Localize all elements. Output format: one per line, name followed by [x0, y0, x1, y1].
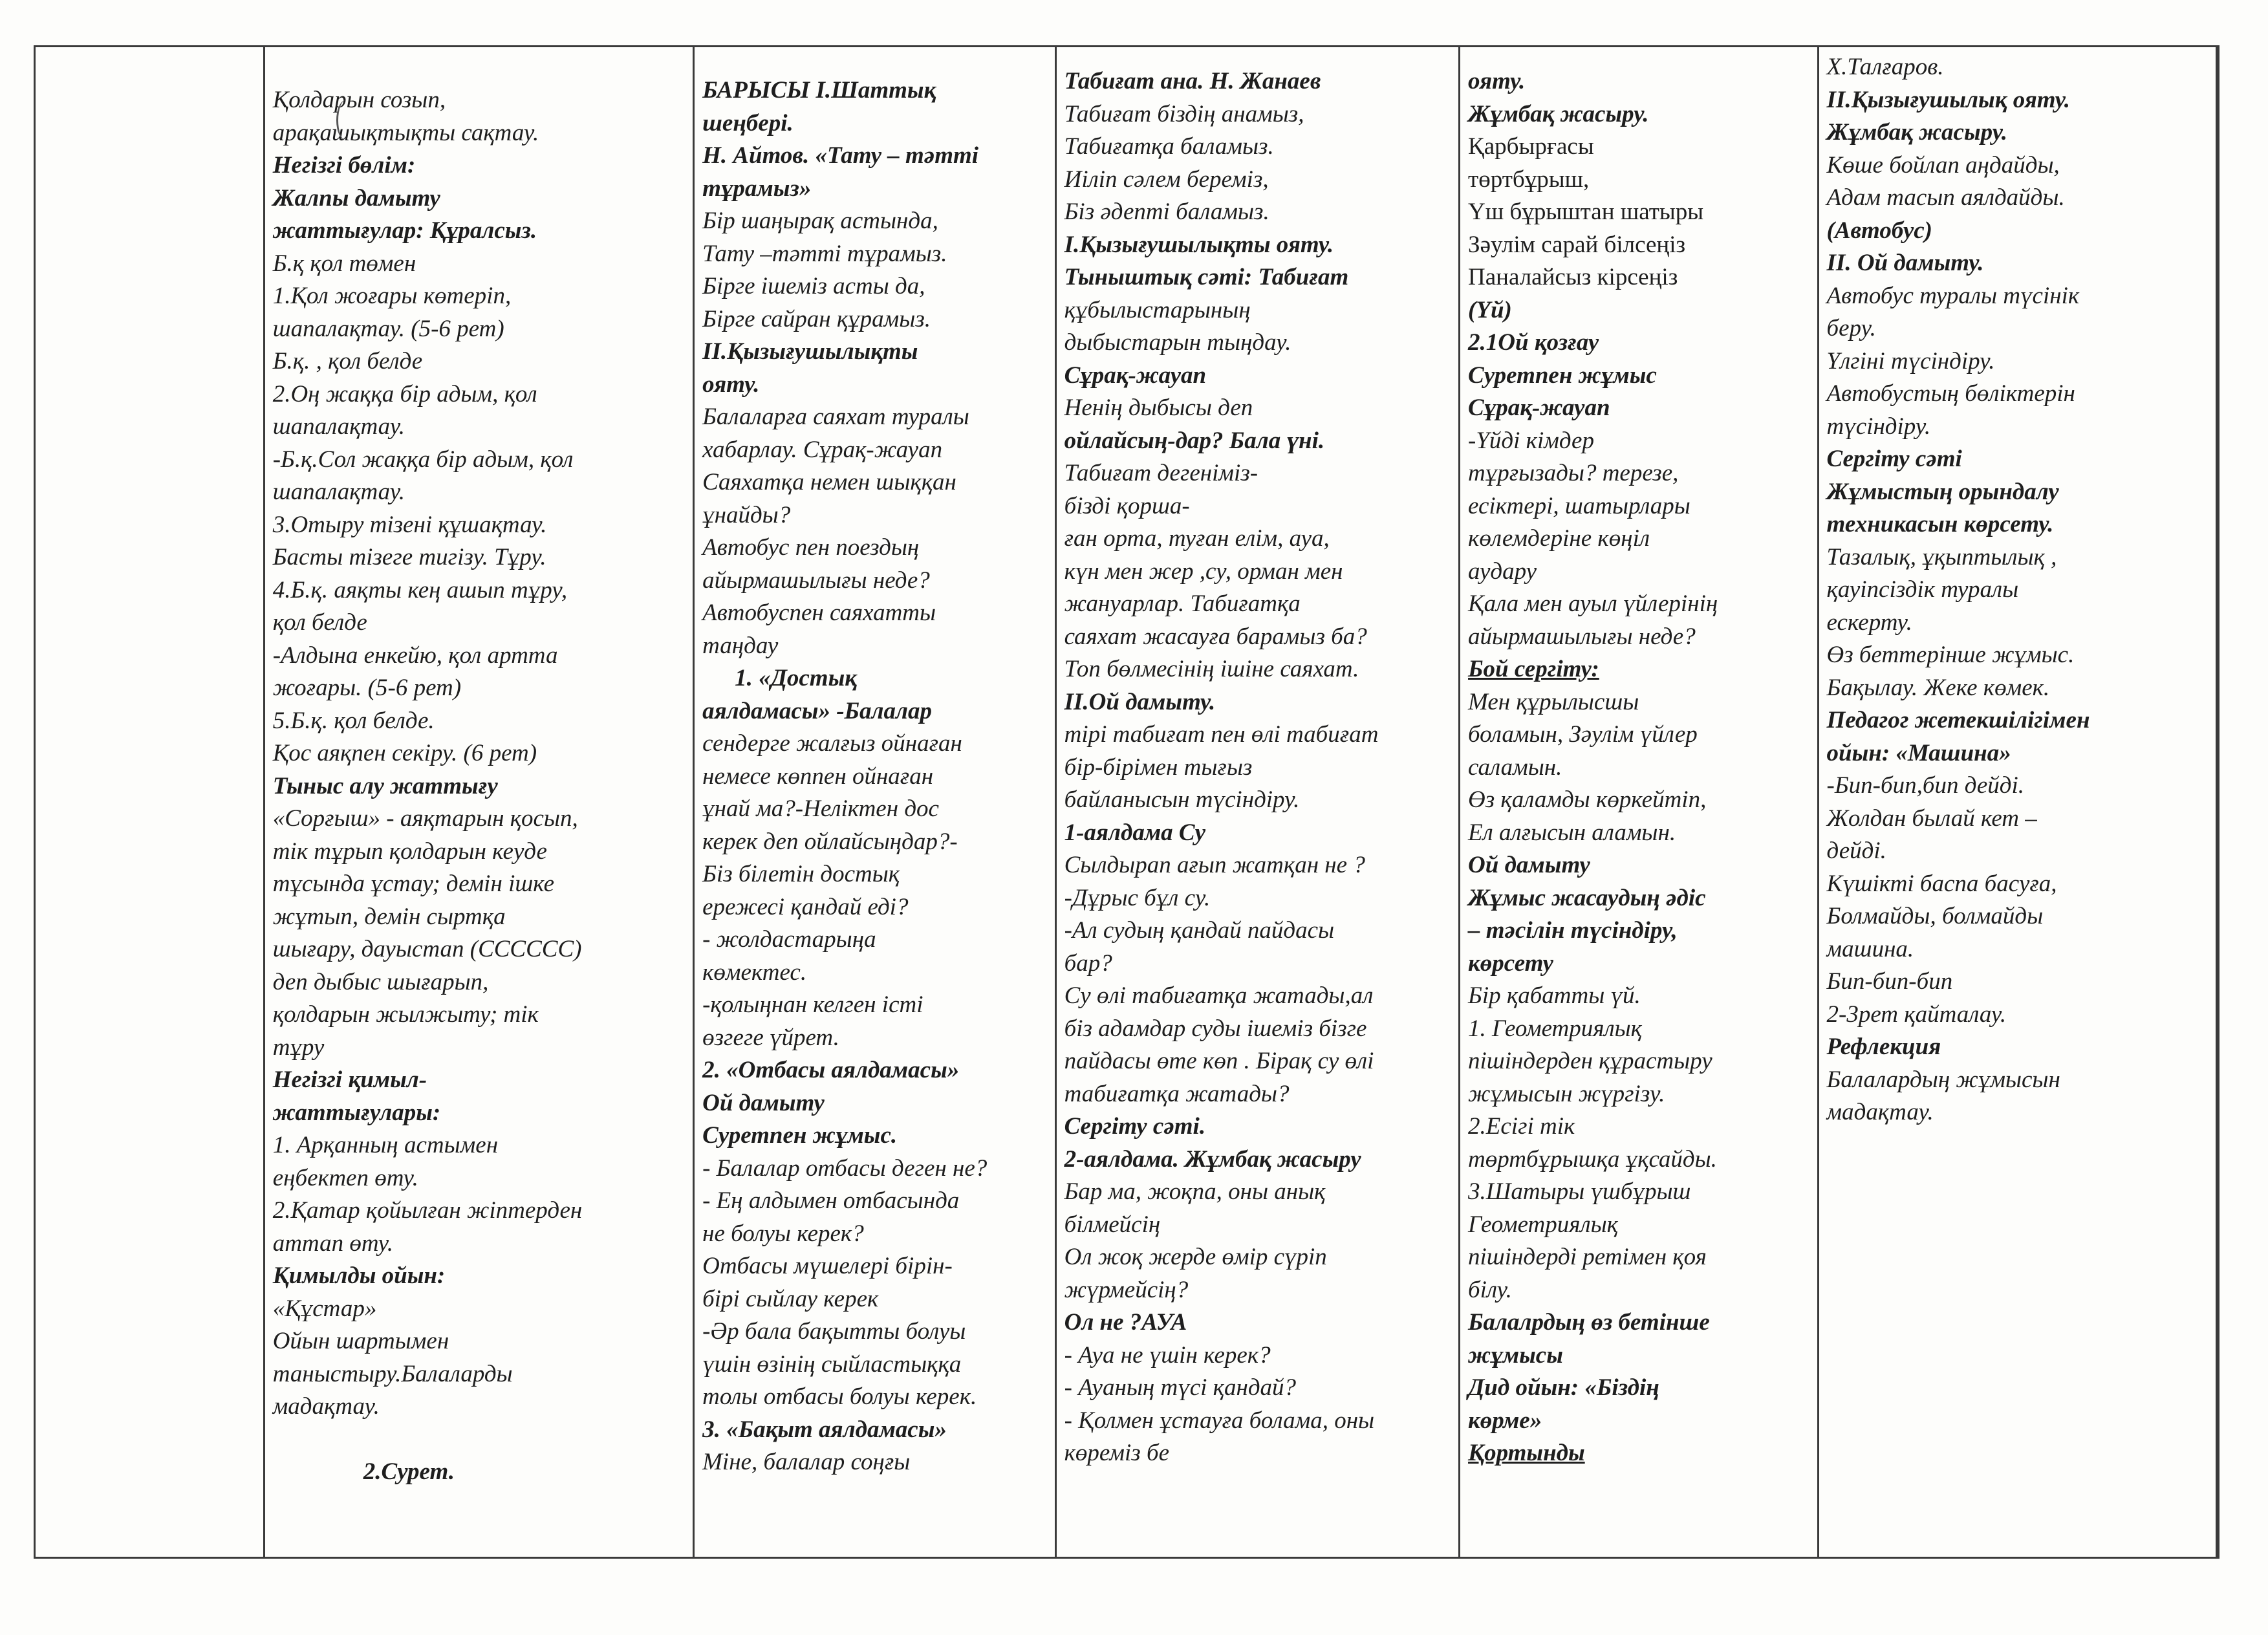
column-empty — [36, 47, 265, 1557]
text-line: төртбұрышқа ұқсайды. — [1468, 1145, 1717, 1173]
text-line: 1. Арқанның астымен — [272, 1132, 499, 1158]
text-line: бір-бірімен тығыз — [1064, 753, 1253, 781]
text-line: Ойын шартымен — [272, 1328, 449, 1354]
text-line: таныстыру.Балаларды — [272, 1360, 513, 1387]
text-line: Жұмыс жасаудың әдіс — [1468, 884, 1706, 911]
text-line: мадақтау. — [1826, 1099, 1934, 1125]
column-friendship-journey — [695, 47, 1057, 1557]
text-line: - Ең алдымен отбасында — [702, 1187, 960, 1214]
text-line: ІІ.Қызығушылық ояту. — [1826, 86, 2070, 113]
text-line: шапалақтау. (5-6 рет) — [272, 315, 504, 342]
text-line: ған орта, туған елім, ауа, — [1064, 525, 1330, 552]
text-line: 2-аялдама. Жұмбақ жасыру — [1064, 1145, 1361, 1173]
text-line: Табиғат дегеніміз- — [1064, 460, 1258, 486]
text-line: Ол не ?АУА — [1064, 1309, 1187, 1336]
text-line: ойын: «Машина» — [1826, 739, 2011, 766]
text-line: Сұрақ-жауап — [1064, 362, 1207, 389]
text-line: «Құстар» — [272, 1295, 377, 1322]
text-line: 2.Сурет. — [363, 1458, 455, 1485]
text-line: Ой дамыту — [702, 1089, 825, 1116]
text-line: түсіндіру. — [1826, 413, 1931, 440]
text-line: күн мен жер ,су, орман мен — [1064, 558, 1343, 585]
text-line: Міне, балалар соңғы — [702, 1449, 911, 1475]
text-line: шапалақтау. — [272, 413, 405, 440]
text-line: Дид ойын: «Біздің — [1468, 1374, 1659, 1401]
text-line: Бип-бип-бип — [1826, 968, 1953, 995]
text-line: Сергіту сәті. — [1064, 1113, 1206, 1140]
text-line: Жұмбақ жасыру. — [1826, 119, 2008, 146]
text-line: табиғатқа жатады? — [1064, 1080, 1290, 1107]
text-line: Табиғатқа баламыз. — [1064, 133, 1274, 160]
text-line: Негізгі қимыл- — [272, 1067, 427, 1093]
text-line: таңдау — [702, 632, 779, 659]
text-line: Күшікті баспа басуға, — [1826, 870, 2057, 897]
text-line: Су өлі табиғатқа жатады,ал — [1064, 982, 1374, 1009]
text-line: жұмысы — [1468, 1341, 1563, 1369]
text-line: аялдамасы» -Балалар — [702, 697, 932, 724]
text-line: тұрғызады? терезе, — [1468, 460, 1679, 486]
text-line: І.Қызығушылықты ояту. — [1064, 231, 1334, 258]
text-line: Автобустың бөліктерін — [1826, 380, 2075, 407]
text-line: тұрамыз» — [702, 175, 812, 202]
text-line: тұру — [272, 1034, 325, 1061]
text-line: Балалрдың өз бетінше — [1468, 1309, 1710, 1336]
text-line: қауіпсіздік туралы — [1826, 576, 2019, 603]
text-line: ойлайсың-дар? Бала үні. — [1064, 427, 1325, 454]
text-line: көмектес. — [702, 958, 807, 986]
text-line: 2.Есігі тік — [1468, 1113, 1575, 1140]
text-line: жануарлар. Табиғатқа — [1064, 590, 1301, 617]
text-line: Біз білетін достық — [702, 861, 900, 887]
text-line: Басты тізеге тигізу. Тұру. — [272, 544, 546, 570]
text-line: Сергіту сәті — [1826, 446, 1962, 472]
text-line: дыбыстарын тыңдау. — [1064, 329, 1291, 356]
text-line: беру. — [1826, 315, 1876, 341]
text-line: ұнайды? — [702, 501, 791, 528]
text-line: Табиғат біздің анамыз, — [1064, 100, 1304, 127]
text-line: Тыныштық сәті: Табиғат — [1064, 264, 1349, 290]
text-line: шығару, дауыстап (СССССС) — [272, 936, 582, 962]
text-line: Адам тасып аялдайды. — [1826, 184, 2065, 211]
text-line: аттап өту. — [272, 1229, 393, 1257]
text-line: Бой сергіту: — [1468, 656, 1599, 682]
text-line: Паналайсыз кірсеңіз — [1468, 264, 1678, 290]
text-line: Тыныс алу жаттығу — [272, 772, 498, 799]
text-line: Үш бұрыштан шатыры — [1468, 199, 1704, 225]
text-line: Ол жоқ жерде өмір сүріп — [1064, 1244, 1327, 1270]
text-line: көрме» — [1468, 1407, 1542, 1434]
text-line: – тәсілін түсіндіру, — [1468, 917, 1678, 944]
text-line: Рефлекция — [1826, 1034, 1941, 1060]
text-line: - жолдастарыңа — [702, 926, 876, 953]
text-line: Жұмбақ жасыру. — [1468, 100, 1649, 127]
text-line: БАРЫСЫ І.Шаттық — [702, 77, 936, 103]
text-line: хабарлау. Сұрақ-жауап — [702, 436, 943, 463]
text-line: жоғары. (5-6 рет) — [272, 675, 462, 701]
text-line: саламын. — [1468, 753, 1562, 781]
column-bus-construction — [1819, 47, 2218, 1557]
text-line: Қос аяқпен секіру. (6 рет) — [272, 740, 537, 766]
text-line: Болмайды, болмайды — [1826, 903, 2044, 929]
text-line: Зәулім сарай білсеңіз — [1468, 231, 1686, 258]
text-line: 2.1Ой қозғау — [1468, 329, 1599, 356]
text-line: білу. — [1468, 1276, 1512, 1303]
text-line: Отбасы мүшелері бірін- — [702, 1253, 953, 1279]
text-line: жүрмейсің? — [1064, 1276, 1189, 1303]
text-line: ІІ.Ой дамыту. — [1064, 688, 1216, 715]
text-line: жұтып, демін сыртқа — [272, 903, 506, 930]
text-line: ұнай ма?-Неліктен дос — [702, 796, 939, 822]
text-line: көлемдеріне көңіл — [1468, 525, 1650, 552]
text-line: 2-3рет қайталау. — [1826, 1001, 2007, 1028]
text-line: Б.қ қол төмен — [272, 250, 416, 277]
text-line: Тазалық, ұқыптылық , — [1826, 543, 2057, 570]
text-line: 1-аялдама Су — [1064, 819, 1206, 846]
text-line: машина. — [1826, 935, 1914, 962]
text-line: -Дұрыс бұл су. — [1064, 884, 1211, 911]
text-line: шапалақтау. — [272, 479, 405, 505]
text-line: Өз қаламды көркейтіп, — [1468, 786, 1707, 813]
text-line: Көше бойлап аңдайды, — [1826, 151, 2060, 179]
text-line: -Б.қ.Сол жаққа бір адым, қол — [272, 446, 574, 473]
text-line: пішіндерді ретімен қоя — [1468, 1244, 1707, 1270]
text-line: қол белде — [272, 609, 367, 636]
text-line: Х.Талғаров. — [1826, 54, 1944, 80]
text-line: - Ауа не үшін керек? — [1064, 1341, 1271, 1369]
text-line: Иіліп сәлем береміз, — [1064, 166, 1269, 193]
text-line: жаттығулар: Құралсыз. — [272, 217, 537, 244]
text-line: Ел алғысын аламын. — [1468, 819, 1676, 846]
text-line: Жұмыстың орындалу — [1826, 478, 2059, 505]
text-line: тұсында ұстау; демін ішке — [272, 871, 555, 897]
column-nature-lesson — [1057, 47, 1460, 1557]
text-line: Балаларға саяхат туралы — [702, 404, 969, 430]
text-line: жұмысын жүргізу. — [1468, 1080, 1665, 1107]
text-line: Жолдан былай кет – — [1826, 805, 2037, 832]
text-line: арақашықтықты сақтау. — [272, 119, 539, 146]
text-line: ережесі қандай еді? — [702, 893, 909, 920]
text-line: үшін өзінің сыйластыққа — [702, 1350, 962, 1378]
text-line: - Балалар отбасы деген не? — [702, 1154, 988, 1182]
text-line: төртбұрыш, — [1468, 166, 1590, 193]
text-line: 2.Қатар қойылған жіптерден — [272, 1197, 583, 1224]
text-line: Қарбырғасы — [1468, 133, 1594, 160]
text-line: сендерге жалғыз ойнаған — [702, 730, 962, 757]
text-line: байланысын түсіндіру. — [1064, 786, 1300, 813]
text-line: Қала мен ауыл үйлерінің — [1468, 590, 1718, 617]
text-line: Топ бөлмесінің ішіне саяхат. — [1064, 656, 1359, 682]
column-house-construction — [1460, 47, 1819, 1557]
text-line: ІІ. Ой дамыту. — [1826, 250, 1984, 276]
text-line: Саяхатқа немен шыққан — [702, 469, 956, 495]
text-line: Б.қ. , қол белде — [272, 348, 423, 374]
text-line: немесе көппен ойнаған — [702, 763, 934, 790]
text-line: 3.Отыру тізені құшақтау. — [272, 511, 547, 538]
text-line: Жалпы дамыту — [272, 184, 440, 211]
text-line: Бақылау. Жеке көмек. — [1826, 674, 2050, 701]
text-line: аудару — [1468, 558, 1537, 585]
text-line: (Автобус) — [1826, 217, 1932, 244]
text-line: ояту. — [702, 371, 760, 398]
text-line: тік тұрып қолдарын кеуде — [272, 838, 547, 865]
text-line: боламын, Зәулім үйлер — [1468, 721, 1698, 748]
text-line: Бірге ішеміз асты да, — [702, 273, 925, 299]
column-physical-education — [265, 47, 695, 1557]
text-line: дейді. — [1826, 838, 1886, 864]
text-line: Геометриялық — [1468, 1211, 1618, 1238]
text-line: керек деп ойлайсыңдар?- — [702, 828, 958, 855]
text-line: Суретпен жұмыс. — [702, 1122, 898, 1149]
text-line: Н. Айтов. «Тату – тәтті — [702, 142, 979, 169]
text-line: жаттығулары: — [272, 1099, 441, 1126]
text-line: айырмашылығы неде? — [1468, 623, 1696, 650]
pen-mark — [336, 100, 355, 140]
text-line: 1.Қол жоғары көтеріп, — [272, 283, 512, 309]
text-line: Бір шаңырақ астында, — [702, 208, 938, 234]
text-line: Қимылды ойын: — [272, 1262, 446, 1289]
text-line: есіктері, шатырлары — [1468, 492, 1690, 519]
text-line: мадақтау. — [272, 1393, 380, 1420]
text-line: ІІ.Қызығушылықты — [702, 338, 918, 365]
text-line: Ой дамыту — [1468, 852, 1590, 878]
text-line: Бір қабатты үй. — [1468, 982, 1641, 1009]
text-line: пішіндерден құрастыру — [1468, 1048, 1712, 1074]
text-line: пайдасы өте көп . Бірақ су өлі — [1064, 1048, 1374, 1074]
text-line: Ненің дыбысы деп — [1064, 395, 1253, 421]
text-line: Автобуспен саяхатты — [702, 600, 936, 626]
text-line: ояту. — [1468, 68, 1526, 94]
text-line: құбылыстарының — [1064, 296, 1251, 323]
text-line: Бірге сайран құрамыз. — [702, 305, 931, 332]
text-line: - Ауаның түсі қандай? — [1064, 1374, 1297, 1401]
text-line: Өз беттерінше жұмыс. — [1826, 642, 2075, 668]
text-line: -Үйді кімдер — [1468, 427, 1594, 454]
text-line: деп дыбыс шығарып, — [272, 968, 489, 995]
text-line: айырмашылығы неде? — [702, 567, 930, 594]
text-line: бізді қорша- — [1064, 492, 1190, 519]
lesson-plan-table — [34, 45, 2219, 1559]
text-line: -Әр бала бақытты болуы — [702, 1318, 966, 1345]
text-line: көреміз бе — [1064, 1440, 1170, 1466]
text-line: Автобус туралы түсінік — [1826, 282, 2080, 309]
text-line: білмейсің — [1064, 1211, 1161, 1238]
text-line: -Алдына енкейю, қол артта — [272, 642, 558, 669]
text-line: 3.Шатыры үшбұрыш — [1468, 1178, 1691, 1205]
text-line: толы отбасы болуы керек. — [702, 1383, 977, 1410]
text-line: шеңбері. — [702, 109, 794, 136]
text-line: Суретпен жұмыс — [1468, 362, 1657, 389]
text-line: 3. «Бақыт аялдамасы» — [702, 1416, 947, 1443]
text-line: еңбектеп өту. — [272, 1164, 418, 1191]
text-line: не болуы керек? — [702, 1220, 864, 1247]
text-line: -қолыңнан келген істі — [702, 991, 923, 1018]
text-line: Қолдарын созып, — [272, 87, 446, 113]
text-line: техникасын көрсету. — [1826, 511, 2054, 537]
text-line: Бар ма, жоқпа, оны анық — [1064, 1178, 1326, 1205]
text-line: Автобус пен поездың — [702, 534, 920, 561]
text-line: Біз әдепті баламыз. — [1064, 199, 1269, 225]
text-line: -Бип-бип,бип дейді. — [1826, 772, 2025, 799]
text-line: Табиғат ана. Н. Жанаев — [1064, 68, 1321, 94]
text-line: 5.Б.қ. қол белде. — [272, 707, 435, 734]
text-line: саяхат жасауға барамыз ба? — [1064, 623, 1367, 650]
text-line: - Қолмен ұстауға болама, оны — [1064, 1407, 1375, 1434]
text-line: өзгеге үйрет. — [702, 1024, 839, 1051]
text-line: Үлгіні түсіндіру. — [1826, 347, 1995, 374]
text-line: Сылдырап ағып жатқан не ? — [1064, 852, 1365, 878]
text-line: біз адамдар суды ішеміз бізге — [1064, 1015, 1367, 1042]
text-line: Сұрақ-жауап — [1468, 395, 1610, 421]
text-line: тірі табиғат пен өлі табиғат — [1064, 721, 1379, 748]
text-line: көрсету — [1468, 949, 1553, 977]
text-line: 1. «Достық — [735, 665, 857, 691]
text-line: ескерту. — [1826, 609, 1912, 636]
text-line: 1. Геометриялық — [1468, 1015, 1642, 1042]
text-line: Педагог жетекшілігімен — [1826, 707, 2090, 733]
text-line: қолдарын жылжыту; тік — [272, 1001, 539, 1028]
text-line: Негізгі бөлім: — [272, 152, 416, 179]
text-line — [273, 1424, 684, 1456]
text-line: «Сорғыш» - аяқтарын қосып, — [272, 805, 578, 832]
text-line: 2.Оң жаққа бір адым, қол — [272, 380, 537, 407]
text-line: Қортынды — [1468, 1440, 1585, 1466]
text-line: 2. «Отбасы аялдамасы» — [702, 1057, 960, 1083]
text-line: бар? — [1064, 949, 1112, 977]
text-line: Балалардың жұмысын — [1826, 1066, 2060, 1093]
text-line: бірі сыйлау керек — [702, 1285, 879, 1312]
text-line: Тату –тәтті тұрамыз. — [702, 240, 947, 267]
text-line: Мен құрылысшы — [1468, 688, 1639, 715]
text-line: (Үй) — [1468, 296, 1512, 323]
text-line: 4.Б.қ. аяқты кең ашып тұру, — [272, 576, 568, 603]
text-line: -Ал судың қандай пайдасы — [1064, 917, 1335, 944]
